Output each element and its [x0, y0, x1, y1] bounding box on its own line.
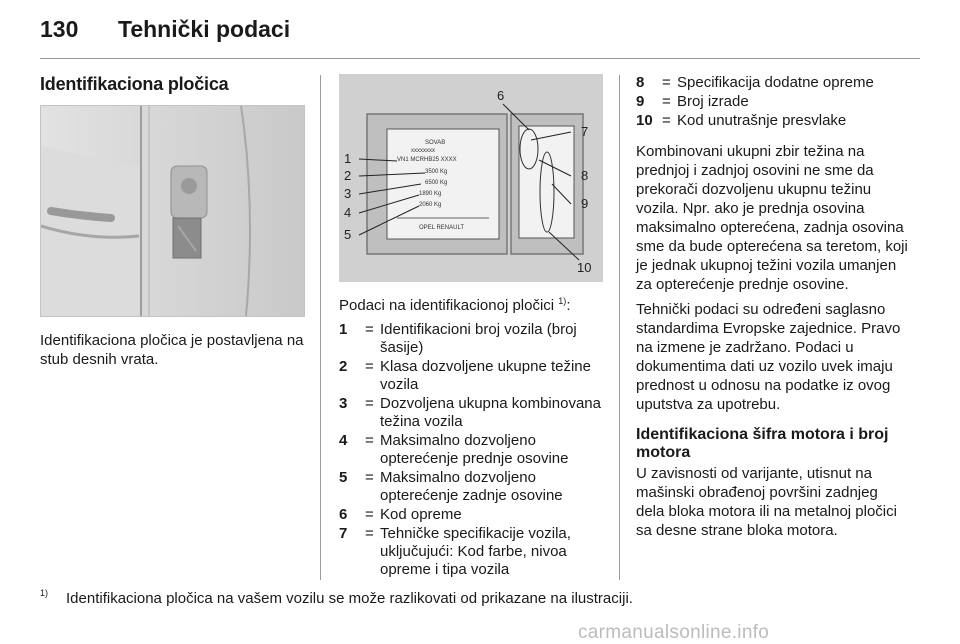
plate-diagram	[339, 74, 603, 282]
callout-1: 1	[344, 151, 352, 166]
plate-text-0: SOVAB	[425, 140, 446, 146]
plate-caption: Podaci na identifikacionoj pločici $^{1)}$:	[339, 296, 571, 314]
axle-weight-paragraph: Kombinovani ukupni zbir težina na prednjoj i zadnjoj osovini ne sme da prekorači dozvoljenu ukupnu težinu vozila. Npr. ako je prednja osovina maksimalno opterećena, zadnja osovina sme da bude opterećena sa teretom, koji je jednak ukupnoj težini vozila umanjen za opterećenje prednje osovine.	[636, 143, 908, 293]
plate-illustration	[339, 74, 603, 282]
column-divider-2	[619, 75, 620, 580]
list-item: 2 = Klasa dozvoljene ukupne težine vozila	[339, 358, 591, 393]
column-1	[40, 74, 305, 369]
footnote-text: Identifikaciona pločica na vašem vozilu se može razlikovati od prikazane na ilustraciji.	[66, 590, 633, 607]
list-item: 7 = Tehničke specifikacije vozila, uključujući: Kod farbe, nivoa opreme i tipa vozila	[339, 525, 571, 578]
plate-definition-list	[339, 321, 603, 579]
list-item: 5 = Maksimalno dozvoljeno opterećenje zadnje osovine	[339, 469, 563, 504]
callout-9: 9	[581, 196, 589, 211]
page-header	[40, 16, 290, 52]
callout-8: 8	[581, 168, 589, 183]
list-item: 10 = Kod unutrašnje presvlake	[636, 112, 847, 129]
section-heading-plate: Identifikaciona pločica	[40, 74, 229, 94]
list-item: 3 = Dozvoljena ukupna kombinovana težina vozila	[339, 395, 601, 430]
page-footnote	[40, 590, 633, 607]
door-pillar-illustration	[41, 106, 304, 316]
page-title: Tehnički podaci	[118, 16, 291, 42]
list-item: 8 = Specifikacija dodatne opreme	[636, 74, 874, 91]
plate-text-2: VN1 MCRHB25 XXXX	[397, 157, 457, 163]
plate-text-6: 2060 Kg	[419, 202, 442, 208]
section-heading-engine: Identifikaciona šifra motora i broj motora	[636, 426, 889, 461]
callout-4: 4	[344, 205, 352, 220]
list-item: 6 = Kod opreme	[339, 506, 462, 523]
plate-text-4: 6500 Kg	[425, 180, 448, 186]
plate-text-7: OPEL RENAULT	[419, 225, 465, 231]
plate-text-3: 3500 Kg	[425, 169, 448, 175]
callout-3: 3	[344, 186, 352, 201]
standards-paragraph: Tehnički podaci su određeni saglasno standardima Evropske zajednice. Pravo na izmene je zadržano. Podaci u dokumentima dati uz vozilo uvek imaju prednost u odnosu na podatke iz ovog uputstva za upotrebu.	[636, 301, 901, 413]
page-number: 130	[40, 16, 79, 42]
list-item: 4 = Maksimalno dozvoljeno opterećenje prednje osovine	[339, 432, 569, 467]
column-divider-1	[320, 75, 321, 580]
callout-10: 10	[577, 260, 592, 275]
list-item: 9 = Broj izrade	[636, 93, 749, 110]
callout-2: 2	[344, 168, 352, 183]
plate-text-1: xxxxxxxx	[411, 148, 435, 154]
callout-6: 6	[497, 88, 505, 103]
plate-location-text: Identifikaciona pločica je postavljena na stub desnih vrata.	[40, 332, 304, 368]
footnote-mark: 1)	[40, 588, 49, 598]
engine-code-paragraph: U zavisnosti od varijante, utisnut na mašinski obrađenoj površini zadnjeg dela bloka motora ili na metalnoj pločici sa desne strane bloka motora.	[636, 465, 897, 539]
footnote-ref: 1)	[558, 296, 567, 306]
header-divider	[40, 58, 920, 59]
door-pillar-photo	[40, 105, 305, 317]
list-item: 1 = Identifikacioni broj vozila (broj šasije)	[339, 321, 577, 356]
plate-text-5: 1890 Kg	[419, 191, 442, 197]
site-watermark: carmanualsonline.info	[578, 622, 770, 643]
column-2	[339, 74, 603, 580]
plate-definition-list-continued	[636, 74, 908, 130]
callout-5: 5	[344, 227, 352, 242]
callout-7: 7	[581, 124, 589, 139]
column-3	[636, 74, 908, 540]
